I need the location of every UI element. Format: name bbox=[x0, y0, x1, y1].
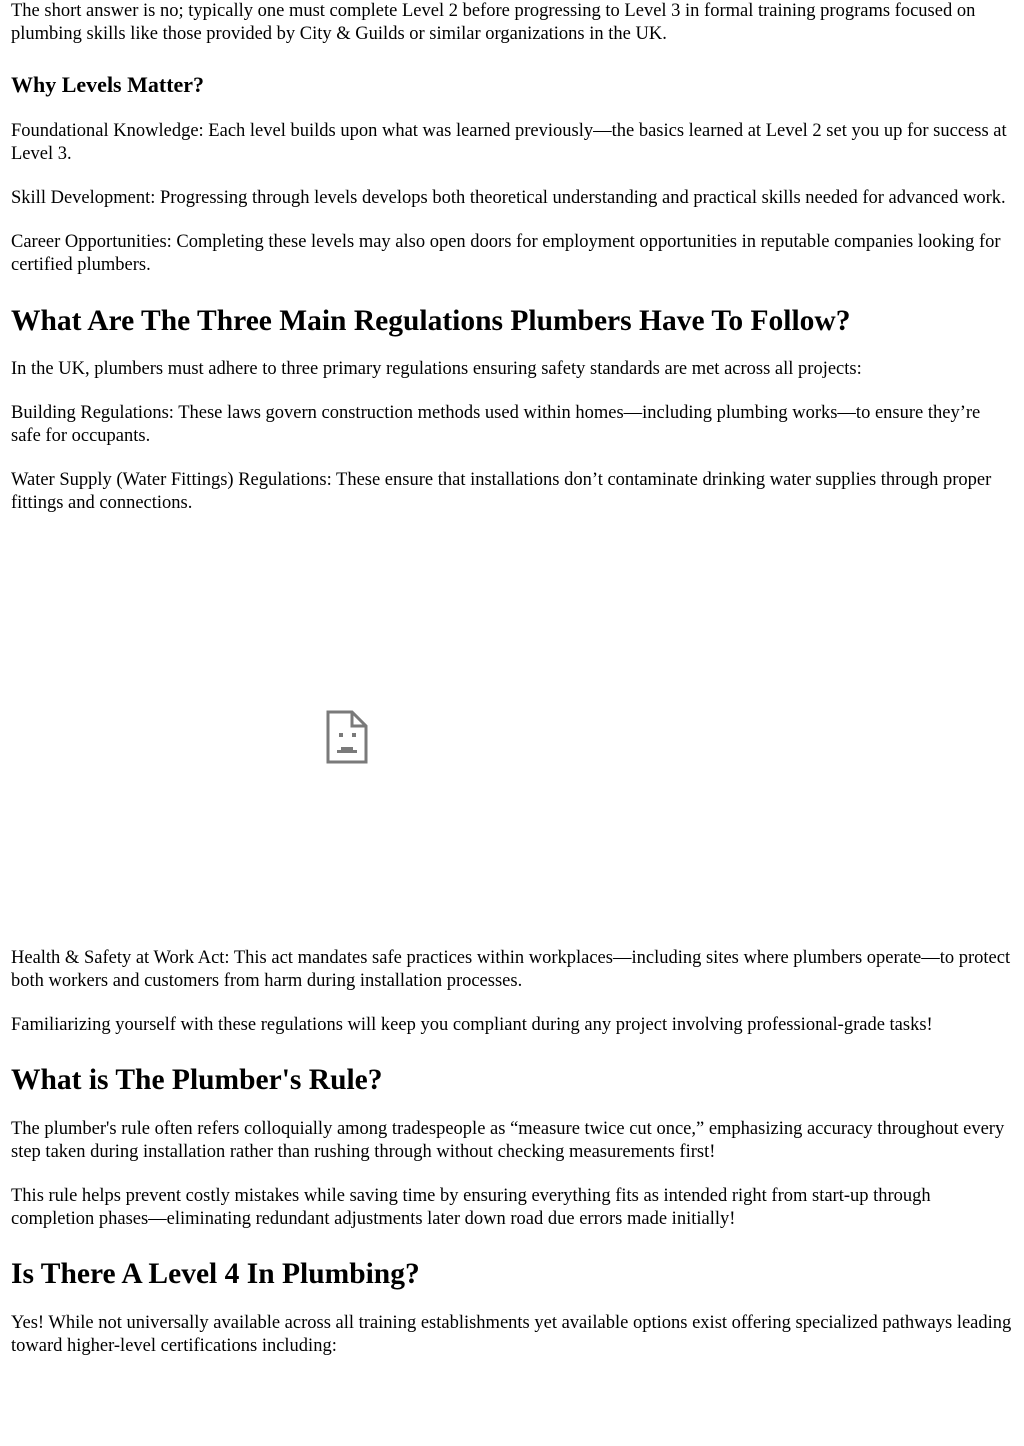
point-skill-development: Skill Development: Progressing through levels develops both theoretical understanding and practical skills needed for advanced work. bbox=[11, 188, 1006, 208]
regulations-heading: What Are The Three Main Regulations Plumbers Have To Follow? bbox=[11, 305, 851, 337]
regulations-closing: Familiarizing yourself with these regulations will keep you compliant during any project involving professional-grade tasks! bbox=[11, 1015, 933, 1035]
intro-answer: The short answer is no; typically one must complete Level 2 before progressing to Level 3 in formal training programs focused on plumbing skills like those provided by City & Guilds or similar organizations in the UK. bbox=[11, 1, 976, 44]
level-four-paragraph: Yes! While not universally available across all training establishments yet available options exist offering specialized pathways leading toward higher-level certifications including: bbox=[11, 1313, 1012, 1356]
regulation-building: Building Regulations: These laws govern construction methods used within homes—including plumbing works—to ensure they’re safe for occupants. bbox=[11, 403, 981, 446]
broken-image-placeholder bbox=[11, 515, 1011, 947]
regulation-water-supply: Water Supply (Water Fittings) Regulations: These ensure that installations don’t contaminate drinking water supplies through proper fittings and connections. bbox=[11, 470, 992, 513]
plumbers-rule-paragraph-2: This rule helps prevent costly mistakes while saving time by ensuring everything fits as intended right from start-up through completion phases—eliminating redundant adjustments later down road due errors made initially! bbox=[11, 1186, 931, 1229]
why-levels-heading: Why Levels Matter? bbox=[11, 72, 205, 97]
regulation-health-safety: Health & Safety at Work Act: This act mandates safe practices within workplaces—including sites where plumbers operate—to protect both workers and customers from harm during installation processes. bbox=[11, 948, 1011, 991]
regulations-intro: In the UK, plumbers must adhere to three primary regulations ensuring safety standards are met across all projects: bbox=[11, 359, 862, 379]
point-foundational-knowledge: Foundational Knowledge: Each level builds upon what was learned previously—the basics learned at Level 2 set you up for success at Level 3. bbox=[11, 121, 1007, 164]
point-career-opportunities: Career Opportunities: Completing these levels may also open doors for employment opportunities in reputable companies looking for certified plumbers. bbox=[11, 232, 1001, 275]
plumbers-rule-paragraph-1: The plumber's rule often refers colloquially among tradespeople as “measure twice cut once,” emphasizing accuracy throughout every step taken during installation rather than rushing through without checking measurements first! bbox=[11, 1119, 1005, 1162]
broken-image-icon bbox=[325, 709, 369, 765]
plumbers-rule-heading: What is The Plumber's Rule? bbox=[11, 1064, 383, 1096]
level-four-heading: Is There A Level 4 In Plumbing? bbox=[11, 1258, 420, 1290]
